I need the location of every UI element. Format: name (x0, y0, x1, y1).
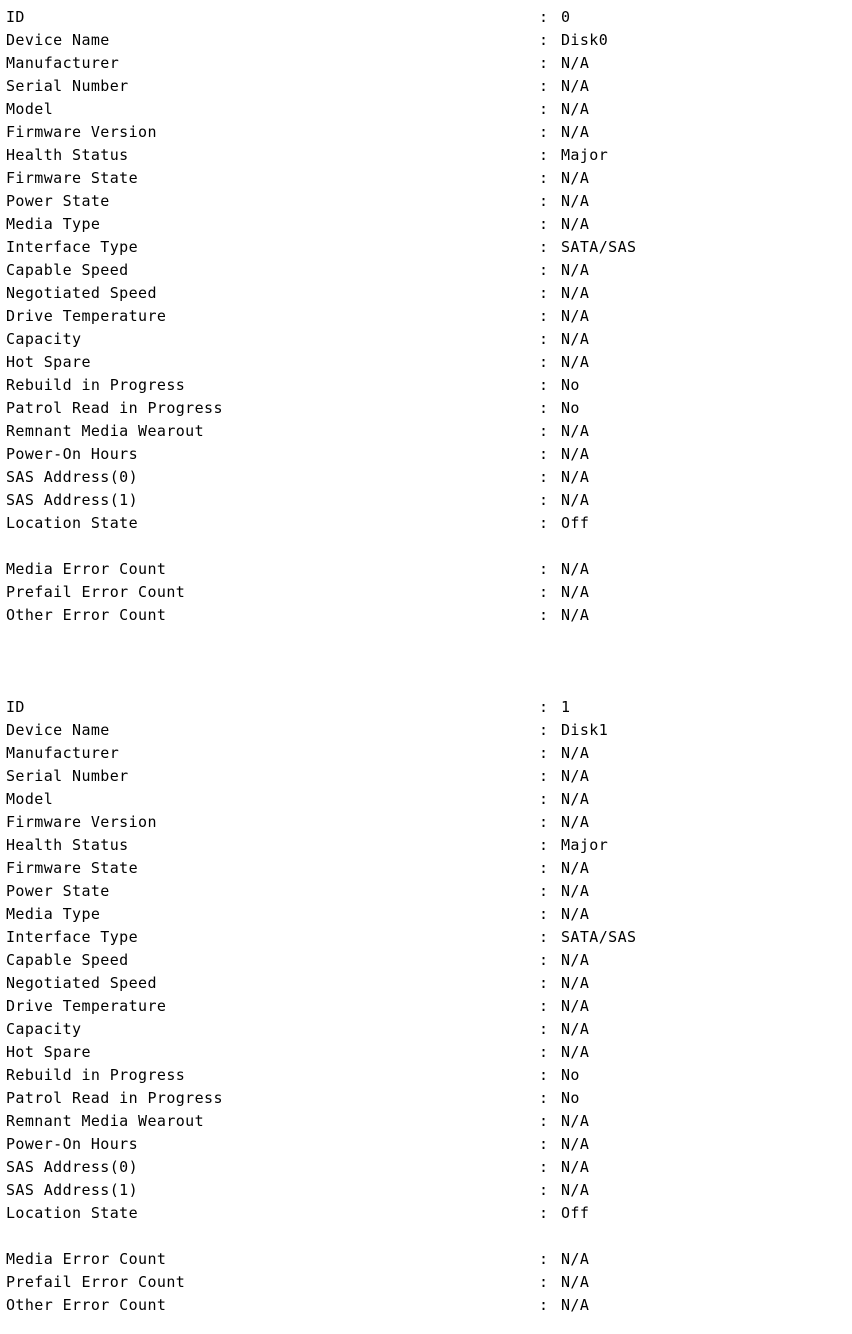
info-label: Patrol Read in Progress (6, 399, 223, 417)
info-label: Other Error Count (6, 1296, 167, 1314)
info-value: N/A (561, 100, 590, 118)
info-separator: : (539, 1250, 549, 1268)
info-separator: : (539, 330, 549, 348)
device-list (6, 6, 852, 1317)
info-separator: : (539, 169, 549, 187)
info-label: Media Error Count (6, 560, 167, 578)
info-separator: : (539, 31, 549, 49)
info-value: N/A (561, 215, 590, 233)
info-separator: : (539, 1043, 549, 1061)
info-value: N/A (561, 1273, 590, 1291)
info-label: SAS Address(0) (6, 468, 139, 486)
info-row (6, 190, 852, 213)
info-value: N/A (561, 445, 590, 463)
device-block (6, 6, 852, 696)
info-separator: : (539, 123, 549, 141)
info-label: Firmware Version (6, 123, 157, 141)
device-spacer (6, 627, 852, 696)
info-row (6, 1179, 852, 1202)
info-label: Negotiated Speed (6, 974, 157, 992)
info-value: N/A (561, 583, 590, 601)
info-separator: : (539, 445, 549, 463)
info-separator: : (539, 192, 549, 210)
device-error-counts (6, 1248, 852, 1317)
info-value: N/A (561, 261, 590, 279)
info-value: N/A (561, 192, 590, 210)
info-value: Off (561, 1204, 590, 1222)
device-error-counts (6, 558, 852, 627)
info-label: Prefail Error Count (6, 583, 186, 601)
info-value: N/A (561, 560, 590, 578)
info-value: Disk1 (561, 721, 609, 739)
info-separator: : (539, 928, 549, 946)
info-value: SATA/SAS (561, 928, 637, 946)
info-separator: : (539, 353, 549, 371)
device-attributes (6, 696, 852, 1225)
info-label: Health Status (6, 836, 129, 854)
info-row (6, 811, 852, 834)
info-separator: : (539, 422, 549, 440)
info-separator: : (539, 698, 549, 716)
info-row (6, 1064, 852, 1087)
info-label: Firmware State (6, 859, 139, 877)
info-value: N/A (561, 491, 590, 509)
info-value: No (561, 1066, 580, 1084)
info-value: N/A (561, 859, 590, 877)
info-value: 1 (561, 698, 571, 716)
info-label: ID (6, 8, 25, 26)
info-value: No (561, 376, 580, 394)
info-row (6, 236, 852, 259)
info-separator: : (539, 1089, 549, 1107)
info-separator: : (539, 215, 549, 233)
info-separator: : (539, 1181, 549, 1199)
info-separator: : (539, 1296, 549, 1314)
info-label: Hot Spare (6, 1043, 91, 1061)
info-separator: : (539, 54, 549, 72)
info-label: Power-On Hours (6, 445, 139, 463)
info-label: Rebuild in Progress (6, 1066, 186, 1084)
info-value: N/A (561, 353, 590, 371)
info-separator: : (539, 583, 549, 601)
info-value: N/A (561, 744, 590, 762)
info-label: Serial Number (6, 767, 129, 785)
info-value: N/A (561, 1112, 590, 1130)
info-row (6, 512, 852, 535)
info-separator: : (539, 767, 549, 785)
info-value: N/A (561, 882, 590, 900)
info-row (6, 121, 852, 144)
info-separator: : (539, 1273, 549, 1291)
info-separator: : (539, 146, 549, 164)
info-value: No (561, 399, 580, 417)
info-value: N/A (561, 997, 590, 1015)
info-separator: : (539, 1020, 549, 1038)
info-separator: : (539, 261, 549, 279)
info-row (6, 29, 852, 52)
info-row (6, 1202, 852, 1225)
info-separator: : (539, 1135, 549, 1153)
info-value: N/A (561, 468, 590, 486)
info-separator: : (539, 813, 549, 831)
info-label: Model (6, 790, 54, 808)
info-label: Power-On Hours (6, 1135, 139, 1153)
info-label: SAS Address(0) (6, 1158, 139, 1176)
info-label: Remnant Media Wearout (6, 1112, 205, 1130)
info-row (6, 1271, 852, 1294)
info-separator: : (539, 790, 549, 808)
info-label: Health Status (6, 146, 129, 164)
info-label: Device Name (6, 721, 110, 739)
info-value: N/A (561, 123, 590, 141)
info-value: N/A (561, 813, 590, 831)
info-label: Remnant Media Wearout (6, 422, 205, 440)
info-row (6, 1156, 852, 1179)
info-value: No (561, 1089, 580, 1107)
info-separator: : (539, 859, 549, 877)
info-separator: : (539, 974, 549, 992)
info-label: SAS Address(1) (6, 491, 139, 509)
info-row (6, 1041, 852, 1064)
info-separator: : (539, 606, 549, 624)
info-label: Hot Spare (6, 353, 91, 371)
info-row (6, 466, 852, 489)
info-value: N/A (561, 1250, 590, 1268)
info-row (6, 52, 852, 75)
info-value: N/A (561, 1020, 590, 1038)
info-row (6, 305, 852, 328)
info-label: Capacity (6, 1020, 82, 1038)
info-label: Rebuild in Progress (6, 376, 186, 394)
info-value: 0 (561, 8, 571, 26)
info-value: SATA/SAS (561, 238, 637, 256)
info-row (6, 397, 852, 420)
info-separator: : (539, 514, 549, 532)
info-row (6, 788, 852, 811)
info-row (6, 328, 852, 351)
info-separator: : (539, 376, 549, 394)
info-separator: : (539, 77, 549, 95)
info-separator: : (539, 399, 549, 417)
info-label: Drive Temperature (6, 307, 167, 325)
info-row (6, 857, 852, 880)
info-value: N/A (561, 77, 590, 95)
info-row (6, 581, 852, 604)
info-row (6, 972, 852, 995)
info-value: N/A (561, 169, 590, 187)
info-separator: : (539, 744, 549, 762)
info-row (6, 834, 852, 857)
info-separator: : (539, 100, 549, 118)
info-label: Firmware State (6, 169, 139, 187)
info-label: Firmware Version (6, 813, 157, 831)
info-value: N/A (561, 422, 590, 440)
info-value: N/A (561, 790, 590, 808)
info-separator: : (539, 1204, 549, 1222)
info-row (6, 351, 852, 374)
info-value: Major (561, 836, 609, 854)
info-label: Negotiated Speed (6, 284, 157, 302)
info-row (6, 489, 852, 512)
device-attributes (6, 6, 852, 535)
info-separator: : (539, 1066, 549, 1084)
info-separator: : (539, 1158, 549, 1176)
info-row (6, 1018, 852, 1041)
info-value: N/A (561, 1181, 590, 1199)
info-row (6, 213, 852, 236)
info-separator: : (539, 307, 549, 325)
info-label: SAS Address(1) (6, 1181, 139, 1199)
info-row (6, 696, 852, 719)
info-value: N/A (561, 951, 590, 969)
info-label: Capable Speed (6, 261, 129, 279)
info-separator: : (539, 491, 549, 509)
info-value: N/A (561, 767, 590, 785)
info-label: Power State (6, 882, 110, 900)
info-value: N/A (561, 284, 590, 302)
info-label: Manufacturer (6, 54, 120, 72)
info-separator: : (539, 882, 549, 900)
info-value: Off (561, 514, 590, 532)
info-label: Interface Type (6, 928, 139, 946)
info-value: N/A (561, 1296, 590, 1314)
section-spacer (6, 1225, 852, 1248)
info-label: Drive Temperature (6, 997, 167, 1015)
info-label: Media Type (6, 215, 101, 233)
info-row (6, 1294, 852, 1317)
info-value: N/A (561, 905, 590, 923)
info-row (6, 880, 852, 903)
info-row (6, 926, 852, 949)
info-separator: : (539, 721, 549, 739)
info-row (6, 604, 852, 627)
info-row (6, 719, 852, 742)
device-block (6, 696, 852, 1317)
info-separator: : (539, 468, 549, 486)
info-separator: : (539, 560, 549, 578)
info-separator: : (539, 951, 549, 969)
info-label: Power State (6, 192, 110, 210)
info-row (6, 1133, 852, 1156)
info-row (6, 374, 852, 397)
info-label: Other Error Count (6, 606, 167, 624)
info-row (6, 1087, 852, 1110)
info-label: Location State (6, 1204, 139, 1222)
info-label: Capable Speed (6, 951, 129, 969)
info-label: Location State (6, 514, 139, 532)
info-separator: : (539, 8, 549, 26)
info-label: Prefail Error Count (6, 1273, 186, 1291)
info-row (6, 75, 852, 98)
info-value: Disk0 (561, 31, 609, 49)
info-label: ID (6, 698, 25, 716)
info-label: Manufacturer (6, 744, 120, 762)
info-separator: : (539, 836, 549, 854)
info-label: Serial Number (6, 77, 129, 95)
info-row (6, 443, 852, 466)
info-label: Model (6, 100, 54, 118)
info-separator: : (539, 905, 549, 923)
info-row (6, 282, 852, 305)
info-value: N/A (561, 974, 590, 992)
info-row (6, 259, 852, 282)
info-label: Capacity (6, 330, 82, 348)
info-row (6, 1248, 852, 1271)
info-label: Media Error Count (6, 1250, 167, 1268)
section-spacer (6, 535, 852, 558)
info-row (6, 144, 852, 167)
info-row (6, 1110, 852, 1133)
info-row (6, 98, 852, 121)
info-row (6, 765, 852, 788)
info-value: Major (561, 146, 609, 164)
info-label: Device Name (6, 31, 110, 49)
info-row (6, 949, 852, 972)
info-value: N/A (561, 1135, 590, 1153)
info-label: Interface Type (6, 238, 139, 256)
info-separator: : (539, 238, 549, 256)
info-row (6, 903, 852, 926)
info-separator: : (539, 1112, 549, 1130)
info-value: N/A (561, 330, 590, 348)
info-separator: : (539, 284, 549, 302)
info-value: N/A (561, 1158, 590, 1176)
info-row (6, 995, 852, 1018)
info-label: Media Type (6, 905, 101, 923)
info-row (6, 558, 852, 581)
info-row (6, 167, 852, 190)
info-row (6, 742, 852, 765)
info-row (6, 420, 852, 443)
info-separator: : (539, 997, 549, 1015)
info-value: N/A (561, 54, 590, 72)
info-value: N/A (561, 606, 590, 624)
info-value: N/A (561, 307, 590, 325)
info-row (6, 6, 852, 29)
info-value: N/A (561, 1043, 590, 1061)
info-label: Patrol Read in Progress (6, 1089, 223, 1107)
